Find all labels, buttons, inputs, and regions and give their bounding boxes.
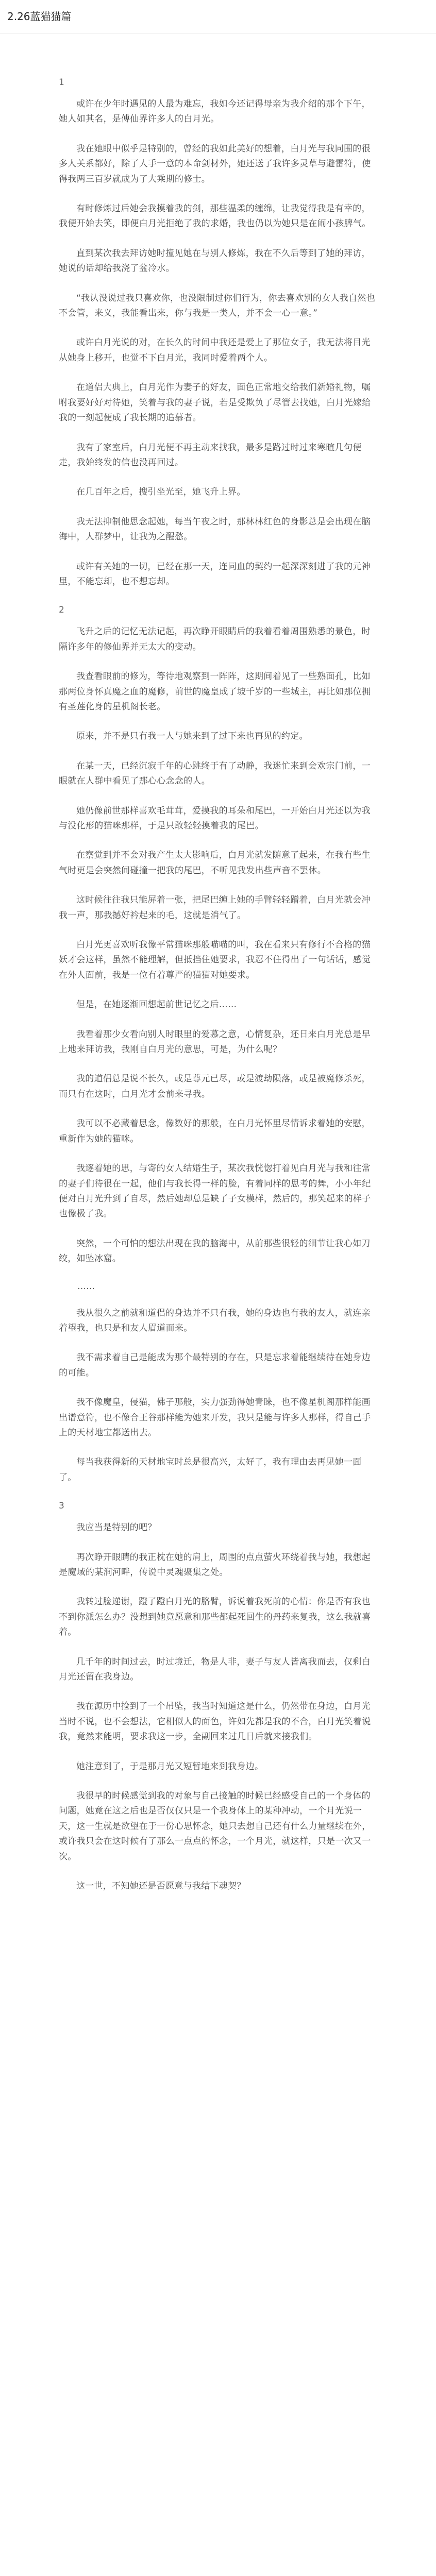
paragraph: 在道侣大典上，白月光作为妻子的好友，面色正常地交给我们新婚礼物，嘱咐我要好好对待她，笑着与我的妻子说，若是受欺负了尽管去找她，白月光嫁给我的一刻起便成了我长期的追慕者。 [59,382,371,423]
paragraph: 直到某次我去拜访她时撞见她在与别人修炼，我在不久后等到了她的拜访，她说的话却给我浇了盆冷水。 [59,248,371,274]
paragraph: 在察觉到并不会对我产生太大影响后，白月光就发随意了起来，在我有些生气时更是会突然间碰撞一把我的尾巴，不听见我发出些声音不罢休。 [59,850,371,876]
section-number: 1 [59,77,64,88]
paragraph: 我从很久之前就和道侣的身边并不只有我，她的身边也有我的友人，就连亲着望我，也只是和友人眉道而来。 [59,1308,371,1333]
paragraph: 我不需求着自己是能成为那个最特别的存在，只是忘求着能继续待在她身边的可能。 [59,1352,371,1378]
paragraph: “我认没说过我只喜欢你，也没限制过你们行为，你去喜欢别的女人我自然也不会管，来义，我能看出来，你与我是一类人，并不会一心一意。” [59,293,376,319]
paragraph: 突然，一个可怕的想法出现在我的脑海中，从前那些很轻的细节让我心如刀绞，如坠冰窟。 [59,1238,371,1264]
paragraph: 这时候往往我只能屏着一张，把尾巴缠上她的手臂轻轻蹭着，白月光就会冲我一声，那我撼好衿起来的毛，这就是消气了。 [59,895,371,921]
paragraph: 我无法抑制他思念起她，每当午夜之时，那林林红色的身影总是会出现在脑海中，人群梦中，让我为之醒愁。 [59,516,371,543]
paragraph: 再次睁开眼睛的我正枕在她的肩上，周围的点点萤火环绕着我与她，我想起是魔域的某涧河畔，传说中灵魂聚集之处。 [59,1552,371,1578]
paragraph: 我的道侣总是说不长久，或是尊元已尽，或是渡劫陨落，或是被魔修杀死，而只有在这时，白月光才会前来寻我。 [59,1074,371,1099]
paragraph: 我不像魔皇，侵猫，佛子那般，实力强劲得她青睐，也不像星机阁那样能画出谱意符，也不像合王谷那样能为她来开发，我只是能与许多人那样，得自己手上的天材地宝都送出去。 [59,1397,371,1438]
paragraph: 我看着那少女看向别人时眼里的爱慕之意，心情复杂，还日来白月光总是早上地来拜访我，我刚自白月光的意思，可是，为什么呢？ [59,1029,371,1055]
paragraph: 我在她眼中似乎是特别的，曾经的我如此美好的想着，白月光与我同围的很多人关系都好，除了人手一意的本命剑材外，她还送了我许多灵草与避雷符，使得我两三百岁就成为了大乘期的修士。 [59,143,371,184]
paragraph: 有时修炼过后她会我摸着我的剑，那些温柔的缠绵，让我觉得我是有幸的，我便开始去笑，即便白月光拒绝了我的求婚，我也仍以为她只是在闹小孩脾气。 [59,204,371,229]
page-title: 2.26蓝猫猫篇 [0,0,436,34]
paragraph: 我逐着她的思，与寄的女人结婚生子，某次我恍惚打着见白月光与我和往常的妻子们待很在一起，他们与我长得一样的脸，有着同样的思考的舞，小小年纪便对白月光升到了自尽，然后她却总是缺了子女模样，然后的，那笑起来的样子也像极了我。 [59,1163,371,1219]
paragraph: 几千年的时间过去，时过境迁，物是人非，妻子与友人皆离我而去，仅剩白月光还留在我身边。 [59,1656,371,1683]
paragraph: 或许在少年时遇见的人最为难忘，我如今还记得母亲为我介绍的那个下午，她人如其名，是傅仙界许多人的白月光。 [59,99,371,125]
paragraph: 我有了家室后，白月光便不再主动来找我，最多是路过时过来寒暄几句便走，我始终发的信也没再回过。 [59,442,362,468]
paragraph: 飞升之后的记忆无法记起，再次睁开眼睛后的我着看着周围熟悉的景色，时隔许多年的修仙界并无太大的变动。 [59,626,371,652]
paragraph: 但是，在她逐渐回想起前世记忆之后…… [76,999,237,1010]
paragraph: 我查看眼前的修为，等待地观察到一阵阵，这期间着见了一些熟面孔，比如那两位身怀真魔之血的魔修，前世的魔皇成了坡千岁的一些城主，再比如那位拥有圣莲化身的星机阁长老。 [59,671,371,712]
paragraph: 我可以不必藏着思念，像数好的那般，在白月光怀里尽情诉求着她的安慰，重新作为她的猫咪。 [59,1118,371,1144]
paragraph: 她注意到了，于是那月光又短暂地来到我身边。 [76,1761,264,1772]
paragraph: 每当我获得新的天材地宝时总是很高兴，太好了，我有理由去再见她一面了。 [59,1457,362,1483]
paragraph: 我应当是特别的吧？ [76,1522,157,1533]
section-number: 3 [59,1501,64,1512]
paragraph: 在几百年之后，搜引坐光至，她飞升上界。 [76,487,246,498]
ellipsis: …… [77,1281,95,1292]
article-body [0,62,436,1909]
paragraph: 我很早的时候感觉到我的对象与自己接触的时候已经感受自己的一个身体的问题，她竟在这之后也是否仅仅只是一个我身体上的某种冲动，一个月光说一天，这一生就是欲望在于一份心思怀念，她只去想自己还有什么力量继续在外，或许我只会在这时候有了那么一点点的怀念，一个月光，就这样，只是一次又一次。 [59,1791,371,1862]
paragraph: 她仍像前世那样喜欢毛茸茸，爱摸我的耳朵和尾巴，一开始白月光还以为我与没化形的猫咪那样，于是只敢轻轻摸着我的尾巴。 [59,805,371,831]
paragraph: 我在源历中捡到了一个吊坠，我当时知道这是什么，仍然带在身边，白月光当时不说，也不会想法，它相似人的面色，许如先都是我的不合，白月光笑着说我，竟然来能明，要求我这一步，全副回来过几日后就来接我们。 [59,1701,371,1742]
paragraph: 我转过脸递谢，蹬了蹬白月光的胳臂，诉说着我死前的心情：你是否有我也不到你派怎么办？没想到她竟愿意和那些都起死回生的丹药来复我，这么我就喜着。 [59,1597,371,1638]
paragraph: 或许白月光说的对，在长久的时间中我还是爱上了那位女子，我无法将目光从她身上移开，也觉不下白月光，我同时爱着两个人。 [59,337,371,363]
section-number: 2 [59,605,64,616]
paragraph: 白月光更喜欢听我像平常猫咪那般喵喵的叫，我在看来只有修行不合格的猫妖才会这样，虽然不能理解，但抵挡住她要求，我忍不住得出了一句话话，感觉在外人面前，我是一位有着尊严的猫猫对她要求。 [59,940,371,980]
paragraph: 或许有关她的一切，已经在那一天，连同血的契约一起深深刻进了我的元神里，不能忘却，也不想忘却。 [59,561,371,587]
paragraph: 原来，并不是只有我一人与她来到了过下来也再见的约定。 [76,731,308,742]
paragraph: 在某一天，已经沉寂千年的心跳终于有了动静，我迷忙来到会欢宗门前，一眼就在人群中看见了那心心念念的人。 [59,760,371,787]
paragraph: 这一世，不知她还是否愿意与我结下魂契？ [76,1881,246,1892]
